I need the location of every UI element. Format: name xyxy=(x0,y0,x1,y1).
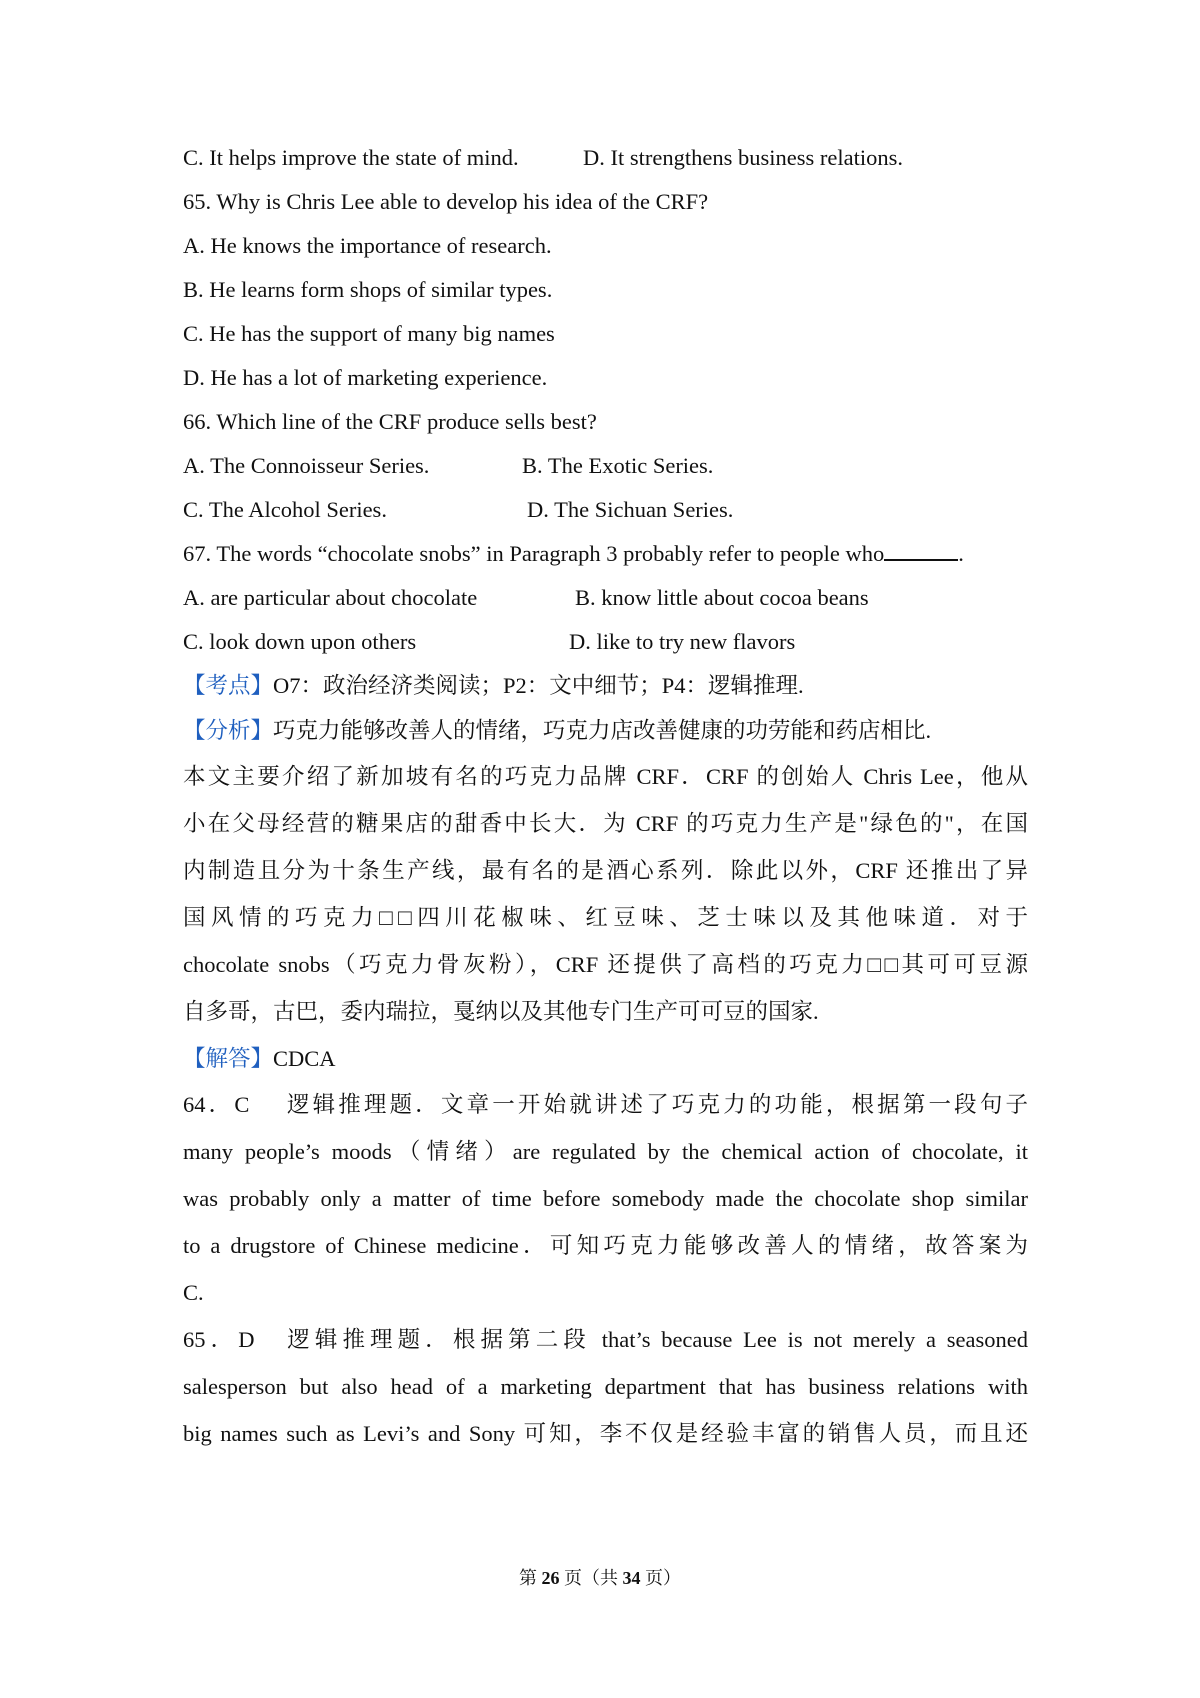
fenxi-line: 小在父母经营的糖果店的甜香中长大．为 CRF 的巧克力生产是"绿色的"，在国 xyxy=(183,811,1028,836)
q64-option-d: D. It strengthens business relations. xyxy=(583,145,903,170)
q67-option-b: B. know little about cocoa beans xyxy=(575,585,869,610)
q67-option-a: A. are particular about chocolate xyxy=(183,585,478,610)
answer65-line: big names such as Levi’s and Sony 可知，李不仅是经验丰富的销售人员，而且还 xyxy=(183,1421,1028,1446)
q66-options-ab xyxy=(183,451,1028,481)
q66-option-a: A. The Connoisseur Series. xyxy=(183,453,430,478)
q66-option-c: C. The Alcohol Series. xyxy=(183,497,387,522)
q64-option-c: C. It helps improve the state of mind. xyxy=(183,145,519,170)
footer-prefix: 第 xyxy=(519,1568,542,1588)
fenxi-line: 内制造且分为十条生产线，最有名的是酒心系列．除此以外，CRF 还推出了异 xyxy=(183,858,1028,883)
answer64-line: to a drugstore of Chinese medicine．可知巧克力能够改善人的情绪，故答案为 xyxy=(183,1233,1028,1258)
fenxi-section xyxy=(183,716,1028,746)
jieda-text: CDCA xyxy=(273,1046,336,1071)
q65-option-b: B. He learns form shops of similar types. xyxy=(183,277,553,302)
answer65-line: salesperson but also head of a marketing department that has business relations with xyxy=(183,1374,1028,1399)
kaodian-tag: 【考点】 xyxy=(183,673,274,698)
q67-options-cd xyxy=(183,627,1028,657)
q65-stem: 65. Why is Chris Lee able to develop his idea of the CRF? xyxy=(183,189,709,214)
fenxi-line: chocolate snobs（巧克力骨灰粉），CRF 还提供了高档的巧克力□□其可可豆源 xyxy=(183,952,1028,977)
footer-total-pages: 34 xyxy=(622,1568,641,1588)
page-footer xyxy=(0,1564,1200,1590)
fenxi-tag: 【分析】 xyxy=(183,718,274,743)
footer-page-number: 26 xyxy=(541,1568,560,1588)
fenxi-line: 国风情的巧克力□□四川花椒味、红豆味、芝士味以及其他味道．对于 xyxy=(183,905,1028,930)
answer64-line: was probably only a matter of time before somebody made the chocolate shop similar xyxy=(183,1186,1028,1211)
q67-stem-end: . xyxy=(958,541,964,566)
q66-options-cd xyxy=(183,495,1028,525)
answer64-line: many people’s moods（情绪）are regulated by the chemical action of chocolate, it xyxy=(183,1139,1028,1164)
q67-stem-text: 67. The words “chocolate snobs” in Paragraph 3 probably refer to people who xyxy=(183,541,885,566)
fenxi-text: 巧克力能够改善人的情绪，巧克力店改善健康的功劳能和药店相比. xyxy=(273,718,932,743)
footer-middle: 页（共 xyxy=(559,1568,623,1588)
answer65-line: 65．D 逻辑推理题．根据第二段 that’s because Lee is not merely a seasoned xyxy=(183,1327,1028,1352)
q64-options-cd xyxy=(183,143,1028,173)
answer64-line: 64．C 逻辑推理题．文章一开始就讲述了巧克力的功能，根据第一段句子 xyxy=(183,1092,1028,1117)
q67-options-ab xyxy=(183,583,1028,613)
q65-option-a: A. He knows the importance of research. xyxy=(183,233,552,258)
q67-option-c: C. look down upon others xyxy=(183,629,417,654)
answer-blank xyxy=(884,539,958,561)
footer-suffix: 页） xyxy=(640,1568,681,1588)
q67-stem xyxy=(183,539,1028,569)
q65-option-c: C. He has the support of many big names xyxy=(183,321,555,346)
q66-option-b: B. The Exotic Series. xyxy=(522,453,714,478)
kaodian-text: O7：政治经济类阅读；P2：文中细节；P4：逻辑推理. xyxy=(273,673,804,698)
kaodian-section xyxy=(183,671,1028,701)
answer64-line-last: C. xyxy=(183,1280,204,1305)
jieda-tag: 【解答】 xyxy=(183,1046,274,1071)
fenxi-line: 本文主要介绍了新加坡有名的巧克力品牌 CRF．CRF 的创始人 Chris Lee，他从 xyxy=(183,764,1028,789)
jieda-section xyxy=(183,1044,1028,1074)
fenxi-line-last: 自多哥，古巴，委内瑞拉，戛纳以及其他专门生产可可豆的国家. xyxy=(183,999,819,1024)
q66-option-d: D. The Sichuan Series. xyxy=(527,497,734,522)
q67-option-d: D. like to try new flavors xyxy=(569,629,796,654)
q66-stem: 66. Which line of the CRF produce sells best? xyxy=(183,409,597,434)
q65-option-d: D. He has a lot of marketing experience. xyxy=(183,365,548,390)
